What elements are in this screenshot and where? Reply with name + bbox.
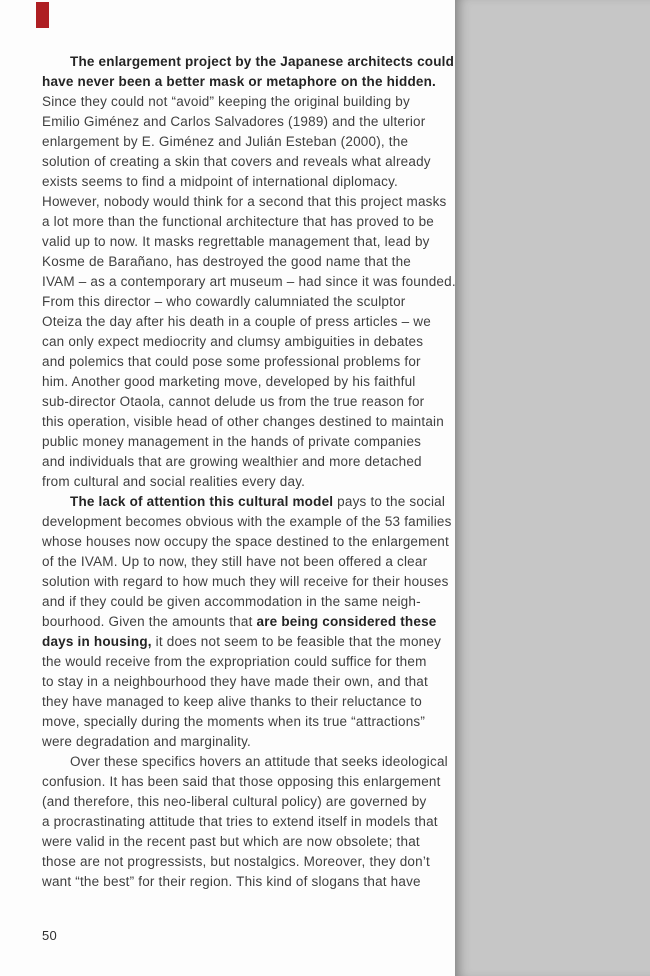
text-line xyxy=(42,352,440,372)
page-number: 50 xyxy=(42,928,58,943)
red-bookmark-ribbon xyxy=(36,2,49,28)
text-line xyxy=(42,472,440,492)
text-run: him. Another good marketing move, developed by his faithful xyxy=(42,374,416,389)
text-line xyxy=(42,412,444,432)
text-run: bourhood. Given the amounts that xyxy=(42,614,257,629)
text-line xyxy=(42,712,440,732)
text-line xyxy=(42,792,440,812)
text-line xyxy=(42,572,449,592)
text-run: Kosme de Barañano, has destroyed the good name that the xyxy=(42,254,411,269)
text-line xyxy=(42,532,449,552)
text-line xyxy=(42,832,440,852)
text-run: those are not progressists, but nostalgics. Moreover, they don’t xyxy=(42,854,430,869)
text-run: valid up to now. It masks regrettable management that, lead by xyxy=(42,234,430,249)
text-run: enlargement by E. Giménez and Julián Esteban (2000), the xyxy=(42,134,409,149)
text-line xyxy=(42,632,440,652)
text-line xyxy=(42,312,440,332)
text-line xyxy=(42,292,440,312)
text-line xyxy=(42,52,455,72)
text-line xyxy=(42,132,440,152)
text-run: solution with regard to how much they will receive for their houses xyxy=(42,574,449,589)
text-run: were degradation and marginality. xyxy=(42,734,251,749)
text-run: from cultural and social realities every day. xyxy=(42,474,306,489)
text-run: and individuals that are growing wealthier and more detached xyxy=(42,454,422,469)
text-run: want “the best” for their region. This kind of slogans that have xyxy=(42,874,421,889)
text-line xyxy=(42,372,440,392)
text-run: whose houses now occupy the space destined to the enlargement xyxy=(42,534,449,549)
text-run: solution of creating a skin that covers and reveals what already xyxy=(42,154,431,169)
text-run: a lot more than the functional architecture that has proved to be xyxy=(42,214,434,229)
text-line xyxy=(42,432,440,452)
text-run: they have managed to keep alive thanks to their reluctance to xyxy=(42,694,422,709)
text-line xyxy=(42,252,440,272)
text-line xyxy=(42,192,447,212)
text-line xyxy=(42,732,440,752)
text-run: sub-director Otaola, cannot delude us from the true reason for xyxy=(42,394,425,409)
text-line xyxy=(42,512,452,532)
paragraph xyxy=(42,492,452,752)
text-line xyxy=(42,212,440,232)
text-run: Emilio Giménez and Carlos Salvadores (1989) and the ulterior xyxy=(42,114,426,129)
text-run: and polemics that could pose some professional problems for xyxy=(42,354,421,369)
text-line xyxy=(42,92,440,112)
text-run: it does not seem to be feasible that the money xyxy=(151,634,442,649)
text-line xyxy=(42,672,440,692)
text-run: can only expect mediocrity and clumsy ambiguities in debates xyxy=(42,334,424,349)
text-run: development becomes obvious with the example of the 53 families xyxy=(42,514,452,529)
text-run: From this director – who cowardly calumniated the sculptor xyxy=(42,294,406,309)
text-run: However, nobody would think for a second that this project masks xyxy=(42,194,447,209)
text-line xyxy=(42,592,440,612)
bold-text-run: The enlargement project by the Japanese architects could xyxy=(70,54,455,69)
text-run: IVAM – as a contemporary art museum – had since it was founded. xyxy=(42,274,456,289)
text-run: were valid in the recent past but which are now obsolete; that xyxy=(42,834,420,849)
text-line xyxy=(42,392,440,412)
paragraph xyxy=(42,52,456,492)
text-run: the would receive from the expropriation could suffice for them xyxy=(42,654,427,669)
scanner-background xyxy=(455,0,650,976)
text-line xyxy=(42,72,440,92)
bold-text-run: are being considered these xyxy=(256,614,437,629)
bold-text-run: have never been a better mask or metaphore on the hidden. xyxy=(42,74,437,89)
text-run: pays to the social xyxy=(333,494,446,509)
text-line xyxy=(42,852,440,872)
text-run: move, specially during the moments when its true “attractions” xyxy=(42,714,426,729)
bold-text-run: days in housing, xyxy=(42,634,152,649)
text-line xyxy=(42,272,456,292)
text-run: Since they could not “avoid” keeping the original building by xyxy=(42,94,410,109)
text-line xyxy=(42,332,440,352)
text-line xyxy=(42,552,440,572)
text-run: Over these specifics hovers an attitude that seeks ideological xyxy=(70,754,448,769)
text-run: Oteiza the day after his death in a couple of press articles – we xyxy=(42,314,431,329)
text-line xyxy=(42,772,440,792)
text-line xyxy=(42,652,440,672)
bold-text-run: The lack of attention this cultural model xyxy=(70,494,334,509)
text-run: this operation, visible head of other changes destined to maintain xyxy=(42,414,444,429)
text-run: a procrastinating attitude that tries to extend itself in models that xyxy=(42,814,438,829)
text-run: of the IVAM. Up to now, they still have not been offered a clear xyxy=(42,554,428,569)
text-line xyxy=(42,872,440,892)
text-line xyxy=(42,452,440,472)
text-line xyxy=(42,112,440,132)
text-run: (and therefore, this neo-liberal cultural policy) are governed by xyxy=(42,794,427,809)
paragraph xyxy=(42,752,448,892)
text-run: and if they could be given accommodation in the same neigh- xyxy=(42,594,421,609)
text-line xyxy=(42,752,448,772)
text-line xyxy=(42,692,440,712)
text-run: exists seems to find a midpoint of international diplomacy. xyxy=(42,174,398,189)
text-line xyxy=(42,612,440,632)
text-run: confusion. It has been said that those opposing this enlargement xyxy=(42,774,441,789)
text-line xyxy=(42,232,440,252)
body-text xyxy=(42,52,456,892)
text-line xyxy=(42,812,440,832)
text-line xyxy=(42,172,440,192)
text-run: to stay in a neighbourhood they have made their own, and that xyxy=(42,674,428,689)
text-line xyxy=(42,492,446,512)
text-line xyxy=(42,152,440,172)
text-run: public money management in the hands of private companies xyxy=(42,434,422,449)
